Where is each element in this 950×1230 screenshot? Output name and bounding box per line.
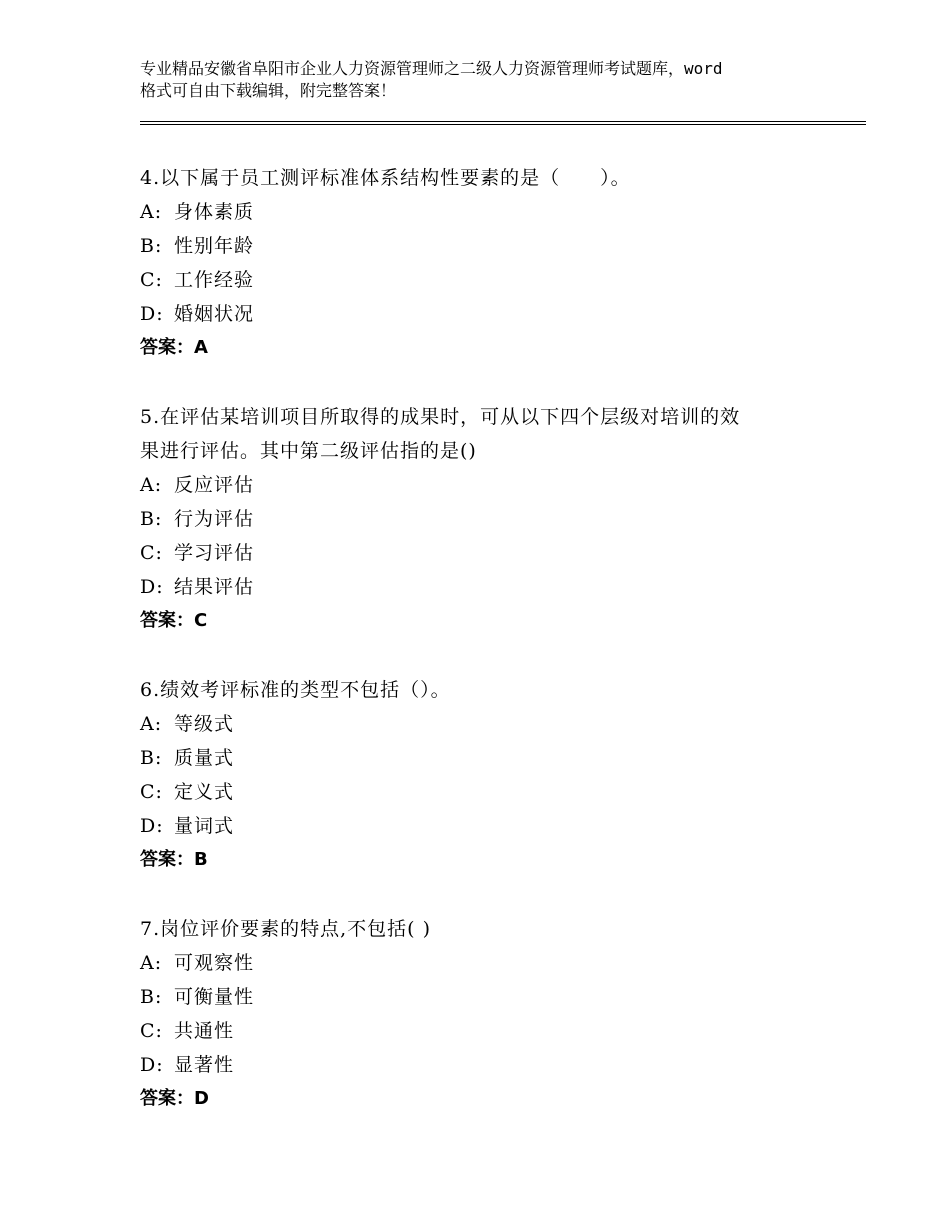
- question-stem: 6.绩效考评标准的类型不包括（）。: [140, 679, 451, 701]
- option-text: 质量式: [174, 747, 235, 769]
- answer: 答案：D: [140, 1088, 209, 1109]
- option-c: [140, 536, 820, 570]
- option-key: C:: [140, 1020, 163, 1042]
- option-key: C:: [140, 542, 163, 564]
- answer: 答案：B: [140, 849, 208, 870]
- question-6: [140, 673, 820, 877]
- option-d: [140, 1048, 820, 1082]
- option-key: D:: [140, 1054, 164, 1076]
- option-text: 可观察性: [174, 952, 255, 974]
- option-key: A:: [140, 713, 163, 735]
- option-d: [140, 297, 820, 331]
- question-stem: 7.岗位评价要素的特点,不包括( ): [140, 918, 432, 940]
- option-key: D:: [140, 815, 164, 837]
- option-text: 可衡量性: [174, 986, 255, 1008]
- answer: 答案：C: [140, 610, 208, 631]
- question-4: [140, 161, 820, 365]
- option-b: [140, 980, 820, 1014]
- header-divider-bottom: [140, 124, 866, 125]
- option-key: C:: [140, 781, 163, 803]
- option-text: 婚姻状况: [174, 303, 255, 325]
- question-stem-line-1: 5.在评估某培训项目所取得的成果时，可从以下四个层级对培训的效: [140, 406, 741, 428]
- option-key: A:: [140, 474, 163, 496]
- option-d: [140, 809, 820, 843]
- header-divider-top: [140, 121, 866, 122]
- question-5: [140, 400, 820, 638]
- option-text: 反应评估: [174, 474, 255, 496]
- option-key: A:: [140, 201, 163, 223]
- option-c: [140, 1014, 820, 1048]
- option-text: 身体素质: [174, 201, 255, 223]
- option-text: 定义式: [174, 781, 235, 803]
- question-7: [140, 912, 820, 1116]
- option-key: B:: [140, 747, 163, 769]
- header-line-2: 格式可自由下载编辑，附完整答案！: [140, 81, 397, 100]
- option-text: 工作经验: [174, 269, 255, 291]
- option-text: 量词式: [174, 815, 235, 837]
- option-b: [140, 229, 820, 263]
- option-key: D:: [140, 303, 164, 325]
- option-key: B:: [140, 986, 163, 1008]
- option-a: [140, 946, 820, 980]
- option-text: 显著性: [174, 1054, 235, 1076]
- option-key: C:: [140, 269, 163, 291]
- option-a: [140, 468, 820, 502]
- option-text: 行为评估: [174, 508, 255, 530]
- option-text: 结果评估: [174, 576, 255, 598]
- question-stem: 4.以下属于员工测评标准体系结构性要素的是（ ）。: [140, 167, 631, 189]
- option-key: A:: [140, 952, 163, 974]
- option-c: [140, 263, 820, 297]
- option-text: 性别年龄: [174, 235, 255, 257]
- option-text: 共通性: [174, 1020, 235, 1042]
- option-a: [140, 707, 820, 741]
- answer: 答案：A: [140, 337, 208, 358]
- option-d: [140, 570, 820, 604]
- option-b: [140, 741, 820, 775]
- option-c: [140, 775, 820, 809]
- option-text: 学习评估: [174, 542, 255, 564]
- option-key: B:: [140, 508, 163, 530]
- option-text: 等级式: [174, 713, 235, 735]
- document-header: [140, 58, 830, 102]
- question-stem-line-2: 果进行评估。其中第二级评估指的是(): [140, 440, 477, 462]
- option-key: B:: [140, 235, 163, 257]
- option-a: [140, 195, 820, 229]
- header-line-1: 专业精品安徽省阜阳市企业人力资源管理师之二级人力资源管理师考试题库，word: [140, 59, 723, 78]
- option-b: [140, 502, 820, 536]
- option-key: D:: [140, 576, 164, 598]
